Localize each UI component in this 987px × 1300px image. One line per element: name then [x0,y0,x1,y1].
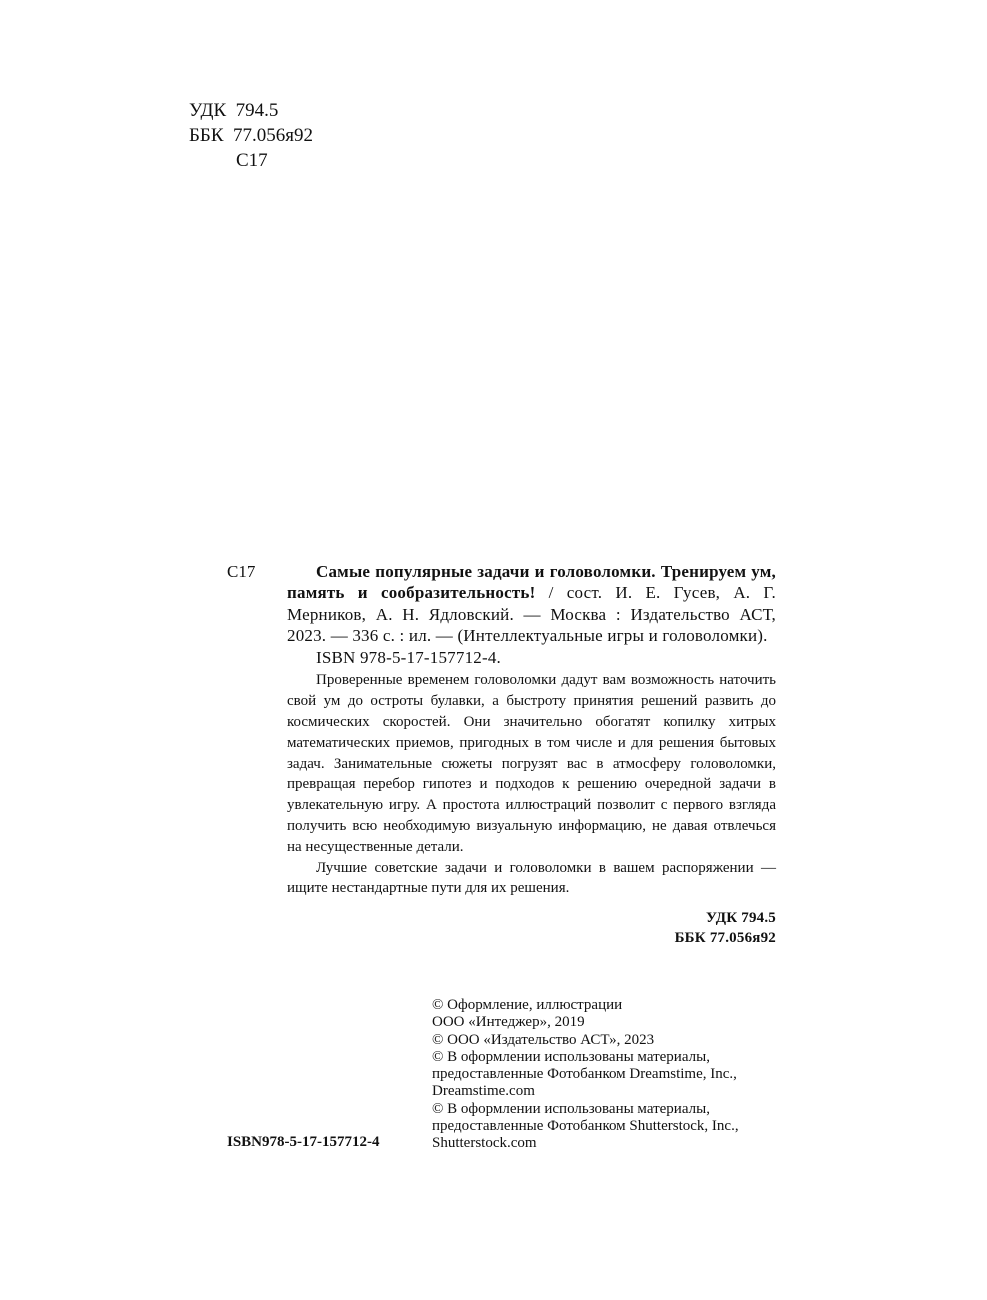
copyright-line: © В оформлении использованы материалы, [432,1100,710,1117]
catalog-card [287,561,776,948]
catalog-codes [287,908,776,948]
annotation [287,670,776,899]
copyright-line: ООО «Интеджер», 2019 [432,1014,585,1031]
catalog-isbn: ISBN 978-5-17-157712-4. [316,648,501,668]
copyright-line: © В оформлении использованы материалы, [432,1048,710,1065]
annotation-paragraph-1: Проверенные временем головоломки дадут вам возможность наточить свой ум до остроты булавки, а быстроту принятия решений развить до космических скоростей. Они значительно обогатят копилку хитрых математических приемов, пригодных в том числе и для решения бытовых задач. Занимательные сюжеты погрузят вас в атмосферу головоломки, превращая перебор гипотез и подходов к решению очередной задачи в увлекательную игру. А простота иллюстраций позволит с первого взгляда получить всю необходимую визуальную информацию, не давая отвлечься на несущественные детали. [287,672,776,855]
isbn-footer: ISBN978-5-17-157712-4 [227,1134,380,1150]
catalog-udk: УДК 794.5 [706,910,776,927]
copyright-block [432,997,782,1153]
catalog-author-mark: С17 [227,562,256,581]
annotation-paragraph-2: Лучшие советские задачи и головоломки в вашем распоряжении — ищите нестандартные пути для их решения. [287,859,776,897]
copyright-line: предоставленные Фотобанком Shutterstock, Inc., [432,1118,739,1135]
bibliographic-description [287,561,776,646]
classification-header [189,98,313,173]
udk-code: УДК 794.5 [189,100,279,121]
catalog-bbk: ББК 77.056я92 [674,930,776,947]
copyright-line: © Оформление, иллюстрации [432,997,623,1013]
bibliographic-details: / сост. И. Е. Гусев, А. Г. Мерников, А. Н. Ядловский. — Москва : Издательство АСТ, 2023. — 336 с. : ил. — (Интеллектуальные игры и головоломки). [287,583,776,645]
copyright-line: © ООО «Издательство АСТ», 2023 [432,1031,655,1048]
book-title: Самые популярные задачи и головоломки. Тренируем ум, память и сообразительность! [287,562,776,603]
copyright-line: Dreamstime.com [432,1083,535,1100]
bbk-code: ББК 77.056я92 [189,125,313,146]
copyright-line: Shutterstock.com [432,1135,537,1152]
copyright-line: предоставленные Фотобанком Dreamstime, Inc., [432,1066,737,1083]
author-mark: С17 [236,150,268,171]
